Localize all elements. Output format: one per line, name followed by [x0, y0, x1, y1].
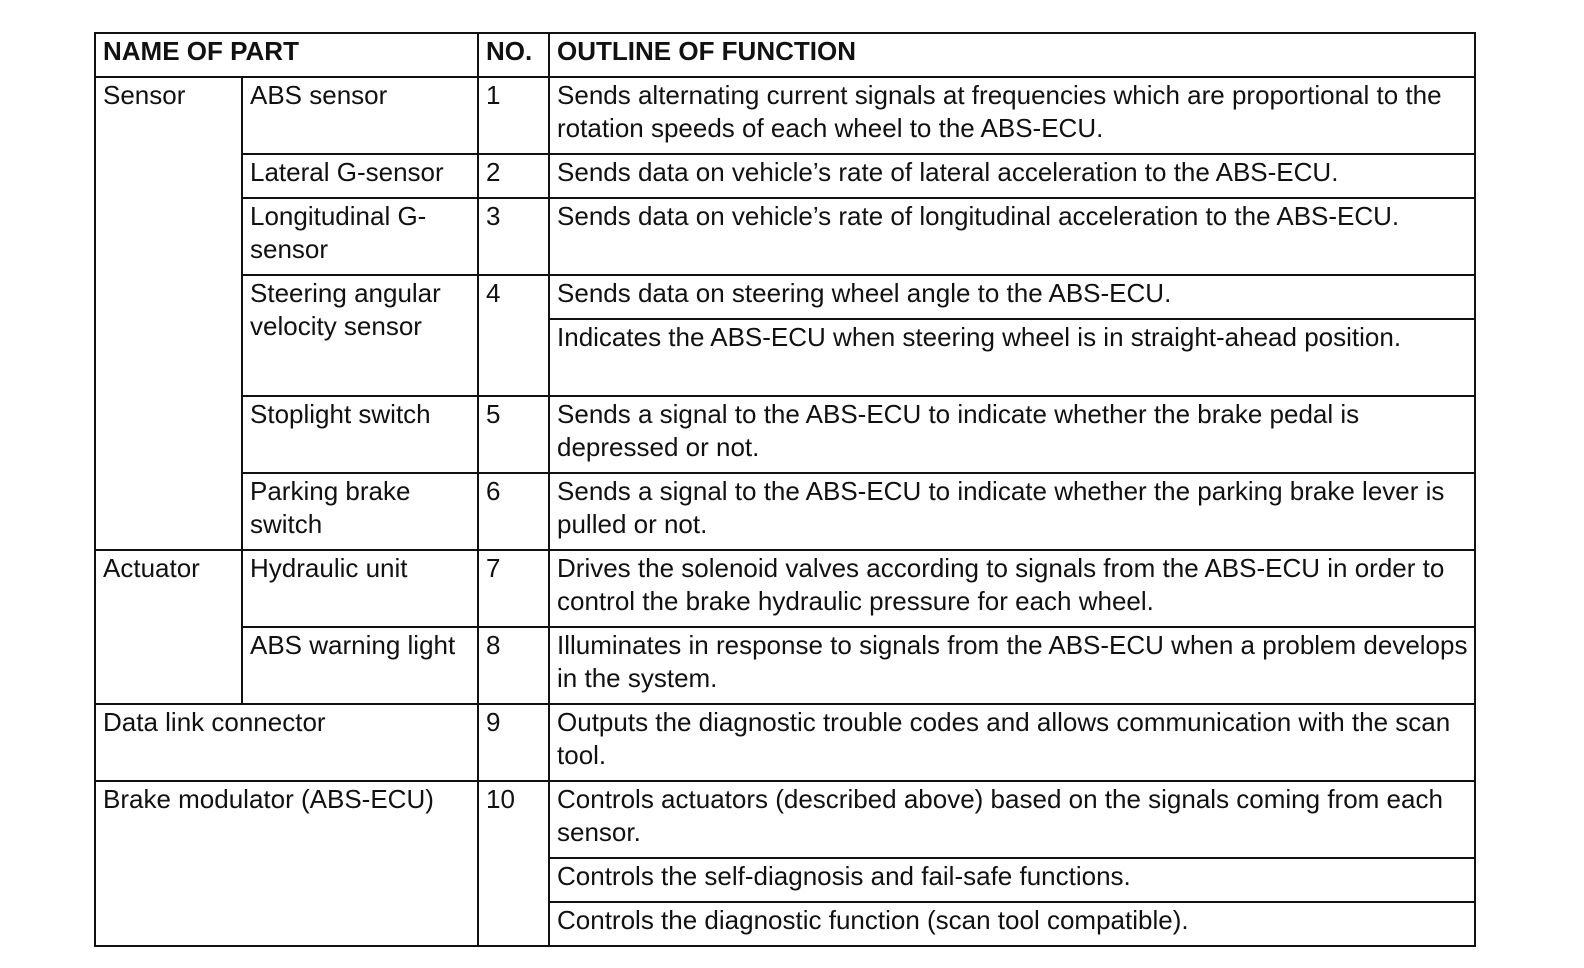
table-header-row	[95, 33, 1475, 77]
function-text: Sends alternating current signals at frequencies which are proportional to the rotation speeds of each wheel to the ABS-ECU.	[549, 77, 1475, 154]
function-text: Controls the self-diagnosis and fail-safe functions.	[549, 858, 1475, 902]
table-row	[95, 154, 1475, 198]
part-number: 6	[478, 473, 549, 550]
part-name: Lateral G-sensor	[242, 154, 478, 198]
part-number: 3	[478, 198, 549, 275]
part-number: 2	[478, 154, 549, 198]
table-row	[95, 473, 1475, 550]
table-row	[95, 781, 1475, 858]
table-row	[95, 627, 1475, 704]
part-number: 1	[478, 77, 549, 154]
table-row	[95, 704, 1475, 781]
group-sensor: Sensor	[95, 77, 242, 550]
part-number: 8	[478, 627, 549, 704]
table-row	[95, 396, 1475, 473]
part-name: ABS sensor	[242, 77, 478, 154]
part-number: 9	[478, 704, 549, 781]
table-row	[95, 275, 1475, 319]
group-brake-modulator: Brake modulator (ABS-ECU)	[95, 781, 478, 946]
header-no: NO.	[478, 33, 549, 77]
table-row	[95, 550, 1475, 627]
part-number: 5	[478, 396, 549, 473]
function-text: Controls the diagnostic function (scan tool compatible).	[549, 902, 1475, 946]
header-outline-of-function: OUTLINE OF FUNCTION	[549, 33, 1475, 77]
function-text: Sends data on steering wheel angle to the ABS-ECU.	[549, 275, 1475, 319]
group-data-link-connector: Data link connector	[95, 704, 478, 781]
part-number: 7	[478, 550, 549, 627]
part-number: 10	[478, 781, 549, 946]
table-row	[95, 77, 1475, 154]
parts-function-table	[94, 32, 1476, 947]
part-name: Parking brake switch	[242, 473, 478, 550]
part-name: Stoplight switch	[242, 396, 478, 473]
part-name: ABS warning light	[242, 627, 478, 704]
function-text: Indicates the ABS-ECU when steering wheel is in straight-ahead position.	[549, 319, 1475, 396]
function-text: Outputs the diagnostic trouble codes and allows communication with the scan tool.	[549, 704, 1475, 781]
function-text: Controls actuators (described above) based on the signals coming from each sensor.	[549, 781, 1475, 858]
part-name: Hydraulic unit	[242, 550, 478, 627]
function-text: Sends data on vehicle’s rate of lateral acceleration to the ABS-ECU.	[549, 154, 1475, 198]
function-text: Sends data on vehicle’s rate of longitudinal acceleration to the ABS-ECU.	[549, 198, 1475, 275]
part-name: Steering angular velocity sensor	[242, 275, 478, 396]
table-row	[95, 198, 1475, 275]
header-name-of-part: NAME OF PART	[95, 33, 478, 77]
function-text: Sends a signal to the ABS-ECU to indicate whether the parking brake lever is pulled or not.	[549, 473, 1475, 550]
group-actuator: Actuator	[95, 550, 242, 704]
function-text: Sends a signal to the ABS-ECU to indicate whether the brake pedal is depressed or not.	[549, 396, 1475, 473]
part-name: Longitudinal G-sensor	[242, 198, 478, 275]
function-text: Drives the solenoid valves according to signals from the ABS-ECU in order to control the brake hydraulic pressure for each wheel.	[549, 550, 1475, 627]
part-number: 4	[478, 275, 549, 396]
function-text: Illuminates in response to signals from the ABS-ECU when a problem develops in the system.	[549, 627, 1475, 704]
